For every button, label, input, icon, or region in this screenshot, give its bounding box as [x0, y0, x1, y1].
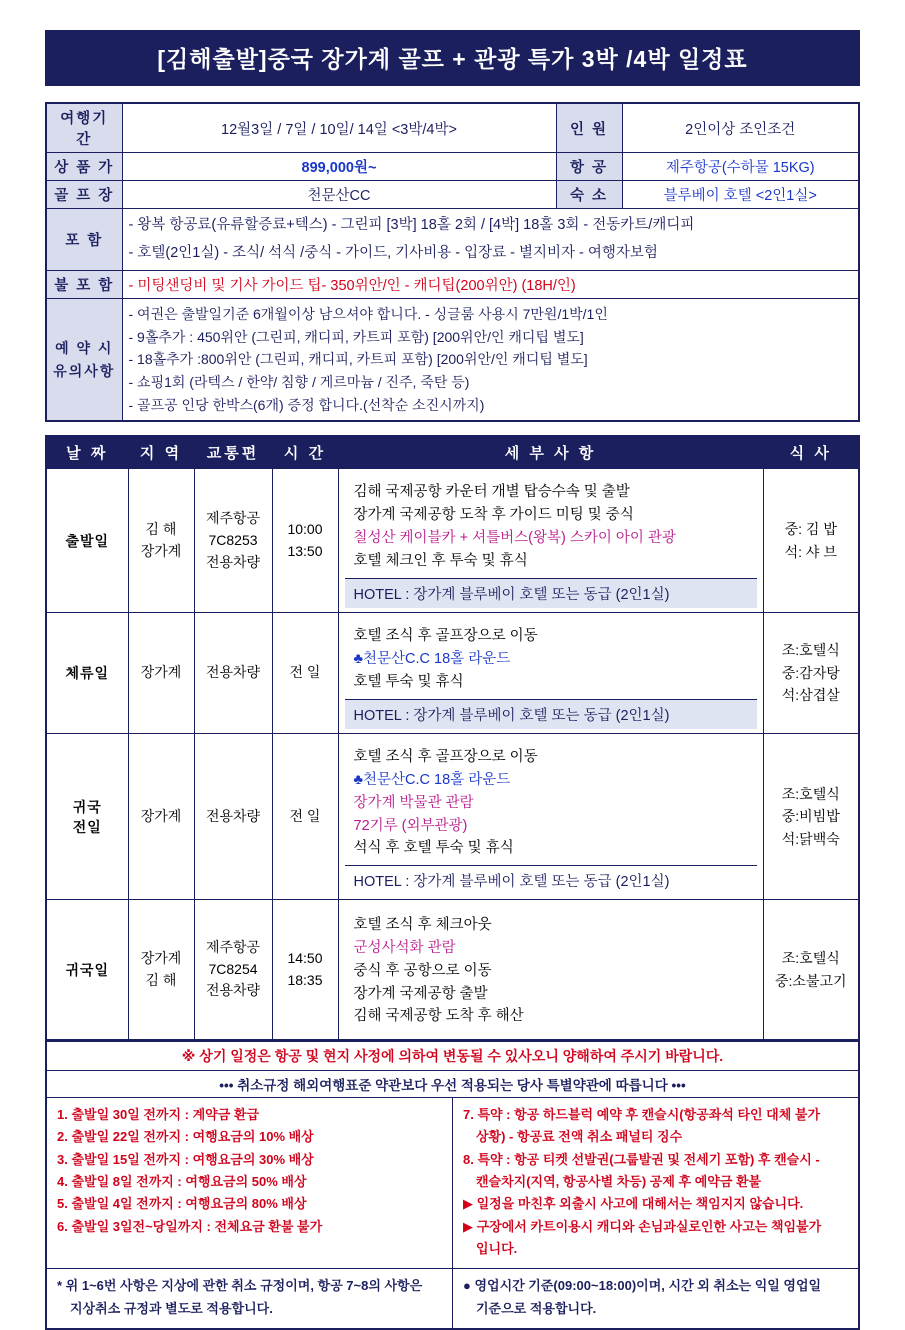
info-value-include [122, 209, 859, 271]
schedule-header-row [46, 436, 859, 469]
detail-line: 장가계 국제공항 도착 후 가이드 미팅 및 중식 [353, 507, 634, 524]
details-cell [338, 613, 763, 734]
table-row [46, 103, 859, 153]
time-cell: 전 일 [272, 733, 338, 900]
detail-line: 장가계 박물관 관람 [353, 794, 474, 811]
day-line: 전일 [72, 818, 102, 835]
col-time: 시 간 [272, 436, 338, 469]
table-row [46, 900, 859, 1040]
meal-line: 조:호텔식 [781, 950, 840, 967]
table-row-notice [46, 299, 859, 422]
notice-label-line1: 예 약 시 [55, 340, 114, 357]
detail-line: 호텔 체크인 후 투숙 및 휴식 [353, 553, 528, 570]
footer-note-left [46, 1269, 453, 1329]
details-cell [338, 733, 763, 900]
trip-info-table [45, 102, 860, 422]
meal-line: 조:호텔식 [781, 785, 840, 802]
cancel-rules-left [46, 1097, 453, 1269]
list-item: 3. 출발일 15일 전까지 : 여행요금의 30% 배상 [57, 1151, 314, 1167]
footer-table [45, 1041, 860, 1330]
list-item: 8. 특약 : 항공 티켓 선발권(그룹발권 및 전세기 포함) 후 캔슬시 - [463, 1151, 820, 1167]
page-title: [김해출발]중국 장가계 골프 + 관광 특가 3박 /4박 일정표 [45, 30, 860, 86]
meal-line: 조:호텔식 [781, 642, 840, 659]
list-item [463, 1171, 848, 1193]
table-row-include [46, 209, 859, 271]
list-item-cont: 상황) - 항공료 전액 취소 패널티 징수 [476, 1129, 683, 1145]
transport-line: 제주항공 [205, 939, 261, 956]
col-area: 지 역 [128, 436, 194, 469]
area-line: 장가계 [140, 949, 182, 966]
details-body [345, 738, 757, 866]
area-cell [128, 469, 194, 613]
day-label: 체류일 [46, 613, 128, 734]
meal-cell [763, 613, 859, 734]
detail-line: 석식 후 호텔 투숙 및 휴식 [353, 840, 514, 857]
meal-cell [763, 469, 859, 613]
meal-line: 중:소불고기 [774, 972, 847, 989]
notice-line: - 쇼핑1회 (라텍스 / 한약/ 침향 / 게르마늄 / 진주, 죽탄 등) [128, 374, 470, 391]
footer-notice-row [46, 1041, 859, 1070]
info-label-notice [46, 299, 122, 422]
info-value-exclude: - 미팅샌딩비 및 기사 가이드 팁- 350위안/인 - 캐디팁(200위안) (18H/인) [122, 271, 859, 299]
detail-line: 군성사석화 관람 [353, 939, 456, 956]
transport-line: 제주항공 [205, 510, 261, 527]
footer-notice-cancel: ••• 취소규정 해외여행표준 약관보다 우선 적용되는 당사 특별약관에 따릅니다 ••• [46, 1070, 859, 1097]
list-item: 2. 출발일 22일 전까지 : 여행요금의 10% 배상 [57, 1129, 314, 1145]
meal-line: 중:비빔밥 [781, 808, 840, 825]
cancel-rules-right [453, 1097, 860, 1269]
list-item: ● 영업시간 기준(09:00~18:00)이며, 시간 외 취소는 익일 영업일 [463, 1278, 822, 1294]
footer-rules-row [46, 1097, 859, 1269]
include-line: - 호텔(2인1실) - 조식/ 석식 /중식 - 가이드, 기사비용 - 입장료 - 별지비자 - 여행자보험 [128, 244, 658, 261]
detail-line: 장가계 국제공항 출발 [353, 985, 488, 1002]
list-item [463, 1298, 848, 1320]
list-item-cont: 입니다. [476, 1240, 518, 1256]
transport-line: 전용차량 [205, 553, 261, 570]
notice-line: - 여권은 출발일기준 6개월이상 남으셔야 합니다. - 싱글룸 사용시 7만원/1박/1인 [128, 306, 608, 323]
meal-cell [763, 900, 859, 1040]
list-item: 5. 출발일 4일 전까지 : 여행요금의 80% 배상 [57, 1196, 307, 1212]
detail-line: 호텔 조식 후 골프장으로 이동 [353, 748, 538, 765]
hotel-line: HOTEL : 장가계 블루베이 호텔 또는 동급 (2인1실) [345, 699, 757, 729]
area-line: 장가계 [140, 542, 182, 559]
footer-bottom-row [46, 1269, 859, 1329]
info-value-airline: 제주항공(수하물 15KG) [622, 153, 859, 181]
day-label: 출발일 [46, 469, 128, 613]
time-cell [272, 469, 338, 613]
meal-line: 석:삼겹살 [781, 687, 840, 704]
transport-cell: 전용차량 [194, 733, 272, 900]
details-body [345, 473, 757, 578]
info-label-hotel: 숙 소 [556, 181, 622, 209]
info-value-price: 899,000원~ [122, 153, 556, 181]
info-label-include: 포 함 [46, 209, 122, 271]
transport-line: 전용차량 [205, 982, 261, 999]
meal-line: 중:감자탕 [781, 664, 840, 681]
schedule-table [45, 435, 860, 1040]
detail-line: 호텔 투숙 및 휴식 [353, 673, 464, 690]
list-item: * 위 1~6번 사항은 지상에 관한 취소 규정이며, 항공 7~8의 사항은 [57, 1278, 423, 1294]
detail-line: 칠성산 케이블카 + 셔틀버스(왕복) 스카이 아이 관광 [353, 530, 676, 547]
info-label-exclude: 불 포 함 [46, 271, 122, 299]
list-item: 7. 특약 : 항공 하드블럭 예약 후 캔슬시(항공좌석 타인 대체 불가 [463, 1106, 821, 1122]
transport-cell [194, 469, 272, 613]
info-label-golf: 골 프 장 [46, 181, 122, 209]
footer-notice: ※ 상기 일정은 항공 및 현지 사정에 의하여 변동될 수 있사오니 양해하여 주시기 바랍니다. [46, 1041, 859, 1070]
table-row [46, 153, 859, 181]
table-row [46, 469, 859, 613]
info-label-period: 여행기간 [46, 103, 122, 153]
area-cell: 장가계 [128, 733, 194, 900]
list-item: 1. 출발일 30일 전까지 : 계약금 환급 [57, 1106, 259, 1122]
detail-line: ♣천문산C.C 18홀 라운드 [353, 771, 511, 788]
detail-line: ♣천문산C.C 18홀 라운드 [353, 650, 511, 667]
detail-line: 김해 국제공항 카운터 개별 탑승수속 및 출발 [353, 484, 630, 501]
info-value-golf: 천문산CC [122, 181, 556, 209]
meal-cell [763, 733, 859, 900]
info-value-people: 2인이상 조인조건 [622, 103, 859, 153]
col-transport: 교통편 [194, 436, 272, 469]
area-cell: 장가계 [128, 613, 194, 734]
detail-line: 72기루 (외부관광) [353, 817, 468, 834]
info-value-period: 12월3일 / 7일 / 10일/ 14일 <3박/4박> [122, 103, 556, 153]
detail-line: 호텔 조식 후 골프장으로 이동 [353, 628, 538, 645]
transport-line: 7C8253 [208, 531, 258, 548]
list-item-cont: 지상취소 규정과 별도로 적용합니다. [70, 1300, 273, 1316]
col-date: 날 짜 [46, 436, 128, 469]
day-label: 귀국일 [46, 900, 128, 1040]
details-body [345, 906, 757, 1034]
notice-line: - 18홀추가 :800위안 (그린피, 캐디피, 카트피 포함) [200위안/인 캐디팁 별도] [128, 351, 588, 368]
time-line: 18:35 [287, 971, 323, 988]
area-cell [128, 900, 194, 1040]
info-value-hotel: 블루베이 호텔 <2인1실> [622, 181, 859, 209]
list-item: 6. 출발일 3일전~당일까지 : 전체요금 환불 불가 [57, 1218, 323, 1234]
col-meals: 식 사 [763, 436, 859, 469]
details-cell [338, 469, 763, 613]
hotel-line: HOTEL : 장가계 블루베이 호텔 또는 동급 (2인1실) [345, 578, 757, 608]
footer-notice2-row [46, 1070, 859, 1097]
notice-line: - 골프공 인당 한박스(6개) 증정 합니다.(선착순 소진시까지) [128, 396, 485, 413]
area-line: 김 해 [145, 521, 177, 538]
transport-line: 7C8254 [208, 960, 258, 977]
col-details: 세 부 사 항 [338, 436, 763, 469]
table-row [46, 613, 859, 734]
list-item: ▶ 일정을 마친후 외출시 사고에 대해서는 책임지지 않습니다. [463, 1196, 804, 1212]
list-item [463, 1238, 848, 1260]
table-row [46, 181, 859, 209]
detail-line: 중식 후 공항으로 이동 [353, 962, 492, 979]
meal-line: 중: 김 밥 [784, 521, 837, 538]
list-item-cont: 기준으로 적용합니다. [476, 1300, 597, 1316]
footer-note-right [453, 1269, 860, 1329]
day-label [46, 733, 128, 900]
details-cell [338, 900, 763, 1040]
time-cell [272, 900, 338, 1040]
info-label-airline: 항 공 [556, 153, 622, 181]
list-item-cont: 캔슬차지(지역, 항공사별 차등) 공제 후 예약금 환불 [476, 1173, 762, 1189]
time-cell: 전 일 [272, 613, 338, 734]
meal-line: 석: 샤 브 [784, 543, 837, 560]
hotel-line: HOTEL : 장가계 블루베이 호텔 또는 동급 (2인1실) [345, 865, 757, 895]
info-value-notice [122, 299, 859, 422]
notice-label-line2: 유의사항 [53, 362, 116, 379]
info-label-people: 인 원 [556, 103, 622, 153]
info-label-price: 상 품 가 [46, 153, 122, 181]
day-line: 귀국 [72, 798, 102, 815]
transport-cell [194, 900, 272, 1040]
list-item: ▶ 구장에서 카트이용시 캐디와 손님과실로인한 사고는 책임불가 [463, 1218, 822, 1234]
list-item: 4. 출발일 8일 전까지 : 여행요금의 50% 배상 [57, 1173, 307, 1189]
area-line: 김 해 [145, 971, 177, 988]
notice-line: - 9홀추가 : 450위안 (그린피, 캐디피, 카트피 포함) [200위안/인 캐디팁 별도] [128, 328, 584, 345]
time-line: 10:00 [287, 521, 323, 538]
time-line: 14:50 [287, 949, 323, 966]
time-line: 13:50 [287, 542, 323, 559]
include-line: - 왕복 항공료(유류할증료+텍스) - 그린피 [3박] 18홀 2회 / [4박] 18홀 3회 - 전동카트/캐디피 [128, 217, 695, 233]
details-body [345, 617, 757, 699]
meal-line: 석:닭백숙 [781, 830, 840, 847]
table-row [46, 733, 859, 900]
list-item [463, 1126, 848, 1148]
transport-cell: 전용차량 [194, 613, 272, 734]
detail-line: 호텔 조식 후 체크아웃 [353, 916, 492, 933]
list-item [57, 1298, 442, 1320]
detail-line: 김해 국제공항 도착 후 해산 [353, 1008, 524, 1025]
table-row-exclude [46, 271, 859, 299]
